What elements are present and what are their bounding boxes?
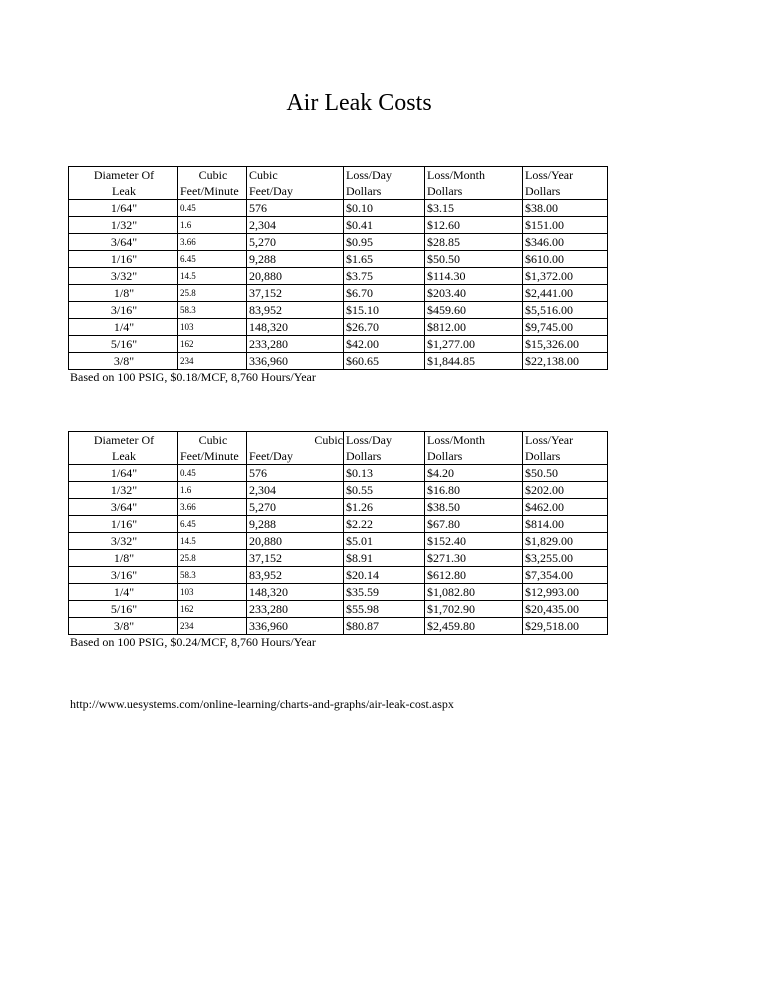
cfd-cell: 5,270 [247, 499, 344, 516]
loss-year-cell: $346.00 [523, 234, 608, 251]
header-cell: Leak [69, 448, 178, 465]
loss-year-cell: $1,829.00 [523, 533, 608, 550]
loss-month-cell: $16.80 [425, 482, 523, 499]
loss-month-cell: $67.80 [425, 516, 523, 533]
loss-month-cell: $1,702.90 [425, 601, 523, 618]
header-cell: Leak [69, 183, 178, 200]
cfd-cell: 83,952 [247, 567, 344, 584]
cfm-cell: 58.3 [178, 567, 247, 584]
header-cell: Dollars [344, 448, 425, 465]
cfd-cell: 83,952 [247, 302, 344, 319]
table-row [69, 336, 608, 353]
loss-month-cell: $152.40 [425, 533, 523, 550]
leak-diameter-cell: 1/64" [69, 465, 178, 482]
table-row [69, 251, 608, 268]
cfd-cell: 37,152 [247, 550, 344, 567]
loss-day-cell: $0.10 [344, 200, 425, 217]
loss-day-cell: $60.65 [344, 353, 425, 370]
header-cell: Cubic [178, 432, 247, 449]
loss-month-cell: $1,844.85 [425, 353, 523, 370]
header-cell: Feet/Day [247, 448, 344, 465]
leak-diameter-cell: 1/8" [69, 550, 178, 567]
table-row [69, 302, 608, 319]
loss-year-cell: $22,138.00 [523, 353, 608, 370]
header-cell: Feet/Day [247, 183, 344, 200]
loss-month-cell: $2,459.80 [425, 618, 523, 635]
loss-year-cell: $151.00 [523, 217, 608, 234]
leak-diameter-cell: 1/4" [69, 319, 178, 336]
leak-diameter-cell: 3/16" [69, 567, 178, 584]
loss-year-cell: $5,516.00 [523, 302, 608, 319]
header-cell: Feet/Minute [178, 183, 247, 200]
table-row [69, 217, 608, 234]
cfm-cell: 162 [178, 601, 247, 618]
cfd-cell: 20,880 [247, 533, 344, 550]
loss-day-cell: $8.91 [344, 550, 425, 567]
basis-note: Based on 100 PSIG, $0.24/MCF, 8,760 Hours/Year [70, 635, 316, 649]
cfd-cell: 233,280 [247, 336, 344, 353]
leak-diameter-cell: 5/16" [69, 336, 178, 353]
loss-month-cell: $459.60 [425, 302, 523, 319]
cfd-cell: 336,960 [247, 618, 344, 635]
source-url: http://www.uesystems.com/online-learning/charts-and-graphs/air-leak-cost.aspx [70, 697, 454, 711]
cfd-cell: 20,880 [247, 268, 344, 285]
header-cell: Dollars [523, 183, 608, 200]
leak-diameter-cell: 3/8" [69, 353, 178, 370]
table-row [69, 482, 608, 499]
basis-note: Based on 100 PSIG, $0.18/MCF, 8,760 Hours/Year [70, 370, 316, 384]
loss-day-cell: $2.22 [344, 516, 425, 533]
loss-year-cell: $2,441.00 [523, 285, 608, 302]
table-row [69, 200, 608, 217]
leak-diameter-cell: 3/32" [69, 533, 178, 550]
leak-diameter-cell: 1/32" [69, 217, 178, 234]
header-cell: Dollars [425, 448, 523, 465]
loss-day-cell: $55.98 [344, 601, 425, 618]
table-row [69, 601, 608, 618]
header-cell: Loss/Month [425, 432, 523, 449]
leak-diameter-cell: 1/8" [69, 285, 178, 302]
loss-year-cell: $50.50 [523, 465, 608, 482]
cfm-cell: 103 [178, 584, 247, 601]
loss-month-cell: $4.20 [425, 465, 523, 482]
cfd-cell: 233,280 [247, 601, 344, 618]
loss-year-cell: $38.00 [523, 200, 608, 217]
leak-diameter-cell: 1/16" [69, 516, 178, 533]
loss-day-cell: $20.14 [344, 567, 425, 584]
loss-month-cell: $50.50 [425, 251, 523, 268]
leak-diameter-cell: 3/64" [69, 499, 178, 516]
loss-year-cell: $29,518.00 [523, 618, 608, 635]
loss-year-cell: $15,326.00 [523, 336, 608, 353]
cfm-cell: 0.45 [178, 465, 247, 482]
loss-day-cell: $42.00 [344, 336, 425, 353]
loss-month-cell: $12.60 [425, 217, 523, 234]
loss-year-cell: $20,435.00 [523, 601, 608, 618]
cfd-cell: 9,288 [247, 516, 344, 533]
loss-day-cell: $3.75 [344, 268, 425, 285]
table-body [69, 465, 608, 635]
cfm-cell: 103 [178, 319, 247, 336]
loss-day-cell: $80.87 [344, 618, 425, 635]
leak-diameter-cell: 5/16" [69, 601, 178, 618]
cfm-cell: 3.66 [178, 234, 247, 251]
leak-diameter-cell: 1/32" [69, 482, 178, 499]
table-row [69, 618, 608, 635]
cfd-cell: 9,288 [247, 251, 344, 268]
loss-year-cell: $3,255.00 [523, 550, 608, 567]
loss-day-cell: $15.10 [344, 302, 425, 319]
header-cell: Dollars [523, 448, 608, 465]
leak-diameter-cell: 3/8" [69, 618, 178, 635]
table-row [69, 234, 608, 251]
header-cell: Loss/Year [523, 432, 608, 449]
leak-diameter-cell: 1/16" [69, 251, 178, 268]
leak-diameter-cell: 1/4" [69, 584, 178, 601]
table-row [69, 550, 608, 567]
header-cell: Loss/Year [523, 167, 608, 184]
loss-year-cell: $1,372.00 [523, 268, 608, 285]
loss-month-cell: $114.30 [425, 268, 523, 285]
table-row [69, 584, 608, 601]
loss-year-cell: $12,993.00 [523, 584, 608, 601]
loss-year-cell: $7,354.00 [523, 567, 608, 584]
table-header-row [69, 167, 608, 184]
loss-year-cell: $202.00 [523, 482, 608, 499]
air-leak-cost-table-1 [68, 166, 608, 370]
cfm-cell: 14.5 [178, 268, 247, 285]
table-row [69, 353, 608, 370]
loss-year-cell: $610.00 [523, 251, 608, 268]
cfm-cell: 25.8 [178, 550, 247, 567]
cfd-cell: 148,320 [247, 584, 344, 601]
cfm-cell: 234 [178, 618, 247, 635]
cfd-cell: 148,320 [247, 319, 344, 336]
loss-year-cell: $462.00 [523, 499, 608, 516]
cfm-cell: 6.45 [178, 516, 247, 533]
loss-month-cell: $271.30 [425, 550, 523, 567]
table-header-row [69, 432, 608, 449]
loss-day-cell: $5.01 [344, 533, 425, 550]
cfm-cell: 0.45 [178, 200, 247, 217]
loss-day-cell: $0.41 [344, 217, 425, 234]
table-row [69, 285, 608, 302]
loss-month-cell: $1,082.80 [425, 584, 523, 601]
loss-day-cell: $1.65 [344, 251, 425, 268]
loss-month-cell: $812.00 [425, 319, 523, 336]
header-cell: Loss/Day [344, 167, 425, 184]
loss-day-cell: $35.59 [344, 584, 425, 601]
loss-day-cell: $0.55 [344, 482, 425, 499]
cfm-cell: 3.66 [178, 499, 247, 516]
loss-day-cell: $0.13 [344, 465, 425, 482]
leak-diameter-cell: 3/16" [69, 302, 178, 319]
header-cell: Diameter Of [69, 167, 178, 184]
table-row [69, 268, 608, 285]
table-body [69, 200, 608, 370]
loss-day-cell: $1.26 [344, 499, 425, 516]
loss-year-cell: $814.00 [523, 516, 608, 533]
header-cell: Feet/Minute [178, 448, 247, 465]
cfm-cell: 162 [178, 336, 247, 353]
loss-month-cell: $1,277.00 [425, 336, 523, 353]
table-row [69, 533, 608, 550]
loss-month-cell: $38.50 [425, 499, 523, 516]
air-leak-cost-table-2 [68, 431, 608, 635]
table-row [69, 465, 608, 482]
table-header-row [69, 183, 608, 200]
page-title: Air Leak Costs [286, 90, 432, 116]
cfd-cell: 336,960 [247, 353, 344, 370]
table-row [69, 499, 608, 516]
cfm-cell: 1.6 [178, 482, 247, 499]
loss-day-cell: $0.95 [344, 234, 425, 251]
cfd-cell: 576 [247, 465, 344, 482]
cfm-cell: 14.5 [178, 533, 247, 550]
table-header-row [69, 448, 608, 465]
leak-diameter-cell: 3/32" [69, 268, 178, 285]
cfd-cell: 5,270 [247, 234, 344, 251]
header-cell: Cubic [178, 167, 247, 184]
cfd-cell: 2,304 [247, 482, 344, 499]
header-cell: Loss/Month [425, 167, 523, 184]
table-row [69, 319, 608, 336]
leak-diameter-cell: 3/64" [69, 234, 178, 251]
table-row [69, 567, 608, 584]
cfm-cell: 1.6 [178, 217, 247, 234]
loss-month-cell: $3.15 [425, 200, 523, 217]
header-cell: Dollars [425, 183, 523, 200]
cfd-cell: 37,152 [247, 285, 344, 302]
leak-diameter-cell: 1/64" [69, 200, 178, 217]
loss-day-cell: $26.70 [344, 319, 425, 336]
cfm-cell: 58.3 [178, 302, 247, 319]
header-cell: Cubic [247, 167, 344, 184]
header-cell: Dollars [344, 183, 425, 200]
cfm-cell: 234 [178, 353, 247, 370]
header-cell: Diameter Of [69, 432, 178, 449]
loss-month-cell: $612.80 [425, 567, 523, 584]
cfm-cell: 6.45 [178, 251, 247, 268]
cfd-cell: 2,304 [247, 217, 344, 234]
cfd-cell: 576 [247, 200, 344, 217]
header-cell: Loss/Day [344, 432, 425, 449]
loss-year-cell: $9,745.00 [523, 319, 608, 336]
loss-day-cell: $6.70 [344, 285, 425, 302]
header-cell: Cubic [247, 432, 344, 449]
loss-month-cell: $203.40 [425, 285, 523, 302]
table-row [69, 516, 608, 533]
loss-month-cell: $28.85 [425, 234, 523, 251]
cfm-cell: 25.8 [178, 285, 247, 302]
